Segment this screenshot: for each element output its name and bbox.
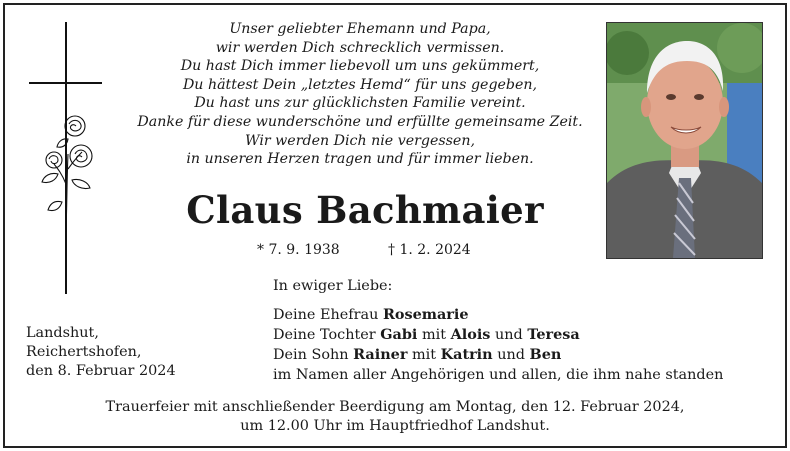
- service-line: Trauerfeier mit anschließender Beerdigung am Montag, den 12. Februar 2024,: [105, 399, 685, 415]
- mourner-connector: mit: [417, 327, 451, 344]
- place-line: Landshut,: [26, 325, 99, 341]
- poem-line: wir werden Dich schrecklich vermissen.: [215, 39, 505, 56]
- portrait-photo: [606, 22, 763, 259]
- mourner-name: Katrin: [440, 346, 493, 364]
- poem-line: Wir werden Dich nie vergessen,: [245, 132, 475, 149]
- funeral-service-info: [50, 398, 740, 436]
- rose-icon: [38, 114, 100, 234]
- memorial-poem: [110, 20, 610, 169]
- poem-line: Unser geliebter Ehemann und Papa,: [229, 21, 491, 37]
- poem-line: in unseren Herzen tragen und für immer lieben.: [186, 151, 534, 168]
- mourner-connector: und: [492, 347, 530, 364]
- mourner-name: Rainer: [353, 346, 408, 364]
- place-and-date: [26, 324, 176, 382]
- mourner-label: Deine Tochter: [273, 327, 381, 344]
- poem-line: Du hast uns zur glücklichsten Familie vereint.: [194, 95, 526, 112]
- mourner-name: Alois: [450, 326, 491, 344]
- mourner-wife: [273, 305, 723, 325]
- poem-line: Du hast Dich immer liebevoll um uns gekümmert,: [180, 58, 540, 75]
- birth-date: * 7. 9. 1938: [257, 242, 340, 258]
- mourner-label: Dein Sohn: [273, 347, 354, 364]
- portrait-photo-image: [607, 23, 762, 258]
- death-date: † 1. 2. 2024: [388, 242, 471, 258]
- poem-line: Danke für diese wunderschöne und erfüllte gemeinsame Zeit.: [137, 113, 583, 130]
- mourner-label: Deine Ehefrau: [273, 307, 383, 323]
- mourner-others: im Namen aller Angehörigen und allen, die ihm nahe standen: [273, 366, 724, 383]
- mourner-connector: mit: [407, 347, 441, 364]
- service-line: um 12.00 Uhr im Hauptfriedhof Landshut.: [240, 418, 550, 435]
- poem-line: Du hättest Dein „letztes Hemd“ für uns gegeben,: [182, 76, 538, 93]
- mourner-name: Ben: [529, 346, 562, 364]
- mourners-intro: In ewiger Liebe:: [273, 278, 393, 294]
- mourners-list: [273, 305, 723, 385]
- cross-icon-bar: [29, 82, 102, 84]
- deceased-name: Claus Bachmaier: [186, 188, 544, 232]
- mourner-name: Gabi: [380, 326, 418, 344]
- mourner-connector: und: [490, 327, 528, 344]
- mourner-name: Rosemarie: [382, 306, 469, 323]
- mourner-son: [273, 345, 723, 365]
- mourner-daughter: [273, 325, 723, 345]
- place-line: Reichertshofen,: [26, 344, 142, 361]
- mourner-name: Teresa: [527, 326, 580, 344]
- place-date: den 8. Februar 2024: [26, 363, 176, 380]
